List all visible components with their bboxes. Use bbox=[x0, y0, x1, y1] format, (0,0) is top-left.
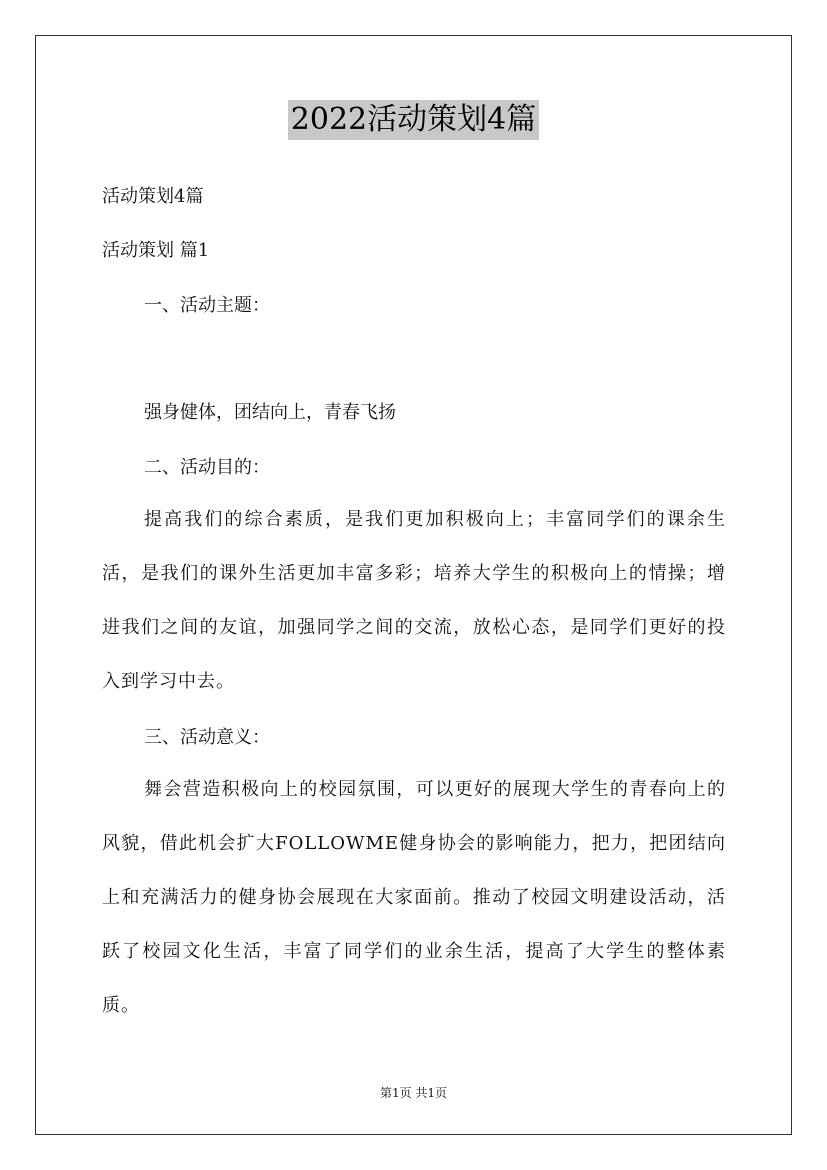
heading-meaning: 三、活动意义： bbox=[144, 727, 270, 748]
meaning-paragraph: 舞会营造积极向上的校园氛围，可以更好的展现大学生的青春向上的风貌，借此机会扩大FOLLOWME健身协会的影响能力，把力，把团结向上和充满活力的健身协会展现在大家面前。推动了校园文明建设活动，活跃了校园文化生活，丰富了同学们的业余生活，提高了大学生的整体素质。 bbox=[102, 779, 726, 1016]
purpose-paragraph: 提高我们的综合素质，是我们更加积极向上；丰富同学们的课余生活，是我们的课外生活更加丰富多彩；培养大学生的积极向上的情操；增进我们之间的友谊，加强同学之间的交流，放松心态，是同学们更好的投入到学习中去。 bbox=[102, 509, 726, 692]
title-container bbox=[0, 100, 827, 140]
document-title: 2022活动策划4篇 bbox=[288, 100, 539, 140]
section-heading: 活动策划 篇1 bbox=[102, 240, 210, 261]
page-footer: 第1页 共1页 bbox=[379, 1086, 448, 1100]
theme-text: 强身健体，团结向上，青春飞扬 bbox=[144, 402, 396, 423]
heading-purpose: 二、活动目的： bbox=[144, 457, 270, 478]
document-subtitle: 活动策划4篇 bbox=[102, 186, 204, 207]
heading-theme: 一、活动主题： bbox=[144, 295, 270, 316]
